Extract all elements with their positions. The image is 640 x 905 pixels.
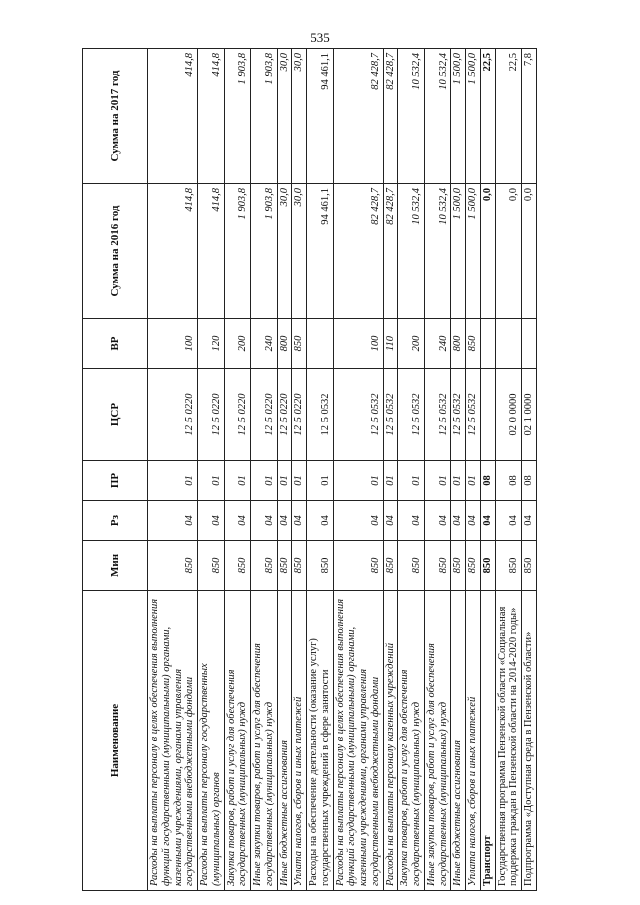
cell-vr: 240 (251, 319, 278, 369)
cell-rz: 04 (292, 501, 307, 541)
cell-min: 850 (424, 541, 451, 591)
cell-pr: 01 (307, 461, 334, 501)
cell-vr: 200 (224, 319, 251, 369)
cell-min: 850 (224, 541, 251, 591)
cell-sum-2016: 1 500,0 (451, 184, 466, 319)
cell-min: 850 (251, 541, 278, 591)
cell-rz: 04 (424, 501, 451, 541)
cell-vr: 120 (198, 319, 225, 369)
cell-sum-2017: 10 532,4 (424, 49, 451, 184)
cell-pr: 01 (424, 461, 451, 501)
cell-sum-2017: 1 500,0 (451, 49, 466, 184)
cell-min: 850 (522, 541, 537, 591)
cell-vr (480, 319, 495, 369)
cell-name: Расходы на обеспечение деятельности (оказание услуг) государственных учреждений в сфере занятости (307, 591, 334, 891)
cell-sum-2016: 10 532,4 (398, 184, 425, 319)
cell-sum-2016: 10 532,4 (424, 184, 451, 319)
table-row (333, 49, 383, 891)
cell-min: 850 (451, 541, 466, 591)
cell-name: Закупка товаров, работ и услуг для обеспечения государственных (муниципальных) нужд (224, 591, 251, 891)
table-header-row (83, 49, 148, 891)
table-row (495, 49, 522, 891)
cell-sum-2017: 414,8 (198, 49, 225, 184)
header-rz: Рз (83, 501, 148, 541)
table-row (148, 49, 198, 891)
header-pr: ПР (83, 461, 148, 501)
cell-name: Уплата налогов, сборов и иных платежей (466, 591, 481, 891)
cell-pr: 01 (277, 461, 292, 501)
cell-csr: 12 5 0532 (383, 369, 398, 461)
cell-rz: 04 (522, 501, 537, 541)
cell-pr: 01 (451, 461, 466, 501)
cell-vr: 110 (383, 319, 398, 369)
cell-csr: 12 5 0532 (451, 369, 466, 461)
cell-vr: 240 (424, 319, 451, 369)
cell-rz: 04 (224, 501, 251, 541)
header-sum-2016: Сумма на 2016 год (83, 184, 148, 319)
cell-vr (307, 319, 334, 369)
cell-vr: 850 (466, 319, 481, 369)
cell-sum-2016: 82 428,7 (333, 184, 383, 319)
cell-name: Иные бюджетные ассигнования (451, 591, 466, 891)
header-vr: ВР (83, 319, 148, 369)
budget-table (82, 48, 537, 891)
table-row (522, 49, 537, 891)
cell-csr: 12 5 0220 (251, 369, 278, 461)
table-row (398, 49, 425, 891)
cell-sum-2017: 30,0 (277, 49, 292, 184)
cell-min: 850 (198, 541, 225, 591)
cell-pr: 01 (398, 461, 425, 501)
cell-name: Расходы на выплаты персоналу в целях обеспечения выполнения функций государственными (муниципальными) органами, казенными учреждениями, органами управления государственными внебюджетными фондами (148, 591, 198, 891)
table-row (383, 49, 398, 891)
table-row (251, 49, 278, 891)
cell-csr: 12 5 0532 (466, 369, 481, 461)
cell-min: 850 (277, 541, 292, 591)
cell-rz: 04 (277, 501, 292, 541)
cell-sum-2017: 94 461,1 (307, 49, 334, 184)
cell-pr: 01 (224, 461, 251, 501)
cell-name: Расходы на выплаты персоналу казенных учреждений (383, 591, 398, 891)
table-row (451, 49, 466, 891)
table-row (307, 49, 334, 891)
cell-rz: 04 (383, 501, 398, 541)
cell-min: 850 (398, 541, 425, 591)
cell-csr: 12 5 0220 (224, 369, 251, 461)
cell-min: 850 (495, 541, 522, 591)
cell-name: Государственная программа Пензенской области «Социальная поддержка граждан в Пензенской области на 2014-2020 годы» (495, 591, 522, 891)
cell-sum-2017: 1 500,0 (466, 49, 481, 184)
cell-csr: 12 5 0532 (333, 369, 383, 461)
cell-pr: 08 (522, 461, 537, 501)
cell-sum-2017: 10 532,4 (398, 49, 425, 184)
header-csr: ЦСР (83, 369, 148, 461)
cell-min: 850 (148, 541, 198, 591)
cell-csr: 12 5 0532 (424, 369, 451, 461)
cell-sum-2017: 7,8 (522, 49, 537, 184)
cell-sum-2016: 414,8 (198, 184, 225, 319)
rotated-table-container (82, 49, 560, 891)
cell-min: 850 (292, 541, 307, 591)
cell-pr: 01 (466, 461, 481, 501)
cell-sum-2017: 30,0 (292, 49, 307, 184)
cell-sum-2017: 1 903,8 (251, 49, 278, 184)
cell-csr: 12 5 0532 (307, 369, 334, 461)
cell-sum-2016: 30,0 (277, 184, 292, 319)
cell-rz: 04 (198, 501, 225, 541)
cell-pr: 08 (495, 461, 522, 501)
cell-min: 850 (383, 541, 398, 591)
cell-vr: 800 (451, 319, 466, 369)
cell-sum-2017: 82 428,7 (383, 49, 398, 184)
cell-pr: 01 (148, 461, 198, 501)
cell-rz: 04 (451, 501, 466, 541)
table-row (292, 49, 307, 891)
cell-csr: 02 1 0000 (522, 369, 537, 461)
cell-min: 850 (466, 541, 481, 591)
cell-rz: 04 (495, 501, 522, 541)
cell-rz: 04 (333, 501, 383, 541)
cell-vr: 850 (292, 319, 307, 369)
cell-sum-2017: 22,5 (480, 49, 495, 184)
cell-min: 850 (333, 541, 383, 591)
cell-sum-2016: 94 461,1 (307, 184, 334, 319)
table-row (198, 49, 225, 891)
cell-pr: 08 (480, 461, 495, 501)
cell-name: Расходы на выплаты персоналу государственных (муниципальных) органов (198, 591, 225, 891)
cell-name: Расходы на выплаты персоналу в целях обеспечения выполнения функций государственными (муниципальными) органами, казенными учреждениями, органами управления государственными внебюджетными фондами (333, 591, 383, 891)
cell-rz: 04 (307, 501, 334, 541)
cell-name: Уплата налогов, сборов и иных платежей (292, 591, 307, 891)
cell-sum-2017: 82 428,7 (333, 49, 383, 184)
cell-rz: 04 (148, 501, 198, 541)
cell-pr: 01 (198, 461, 225, 501)
cell-vr: 100 (148, 319, 198, 369)
cell-sum-2016: 0,0 (522, 184, 537, 319)
cell-vr: 100 (333, 319, 383, 369)
cell-pr: 01 (251, 461, 278, 501)
cell-vr (495, 319, 522, 369)
cell-sum-2017: 22,5 (495, 49, 522, 184)
cell-rz: 04 (466, 501, 481, 541)
cell-vr: 200 (398, 319, 425, 369)
table-row (277, 49, 292, 891)
cell-sum-2017: 414,8 (148, 49, 198, 184)
cell-name: Транспорт (480, 591, 495, 891)
cell-csr: 12 5 0220 (198, 369, 225, 461)
cell-rz: 04 (398, 501, 425, 541)
cell-sum-2016: 1 903,8 (251, 184, 278, 319)
cell-sum-2016: 82 428,7 (383, 184, 398, 319)
cell-csr: 12 5 0220 (277, 369, 292, 461)
cell-csr: 12 5 0220 (148, 369, 198, 461)
table-row (466, 49, 481, 891)
cell-csr: 02 0 0000 (495, 369, 522, 461)
cell-name: Подпрограмма «Доступная среда в Пензенской области» (522, 591, 537, 891)
cell-csr: 12 5 0532 (398, 369, 425, 461)
cell-sum-2016: 414,8 (148, 184, 198, 319)
cell-sum-2016: 0,0 (480, 184, 495, 319)
cell-sum-2017: 1 903,8 (224, 49, 251, 184)
cell-sum-2016: 1 500,0 (466, 184, 481, 319)
cell-name: Иные закупки товаров, работ и услуг для обеспечения государственных (муниципальных) нужд (424, 591, 451, 891)
cell-sum-2016: 1 903,8 (224, 184, 251, 319)
header-name: Наименование (83, 591, 148, 891)
cell-min: 850 (480, 541, 495, 591)
table-row (424, 49, 451, 891)
table-body (148, 49, 537, 891)
cell-vr: 800 (277, 319, 292, 369)
header-sum-2017: Сумма на 2017 год (83, 49, 148, 184)
cell-sum-2016: 0,0 (495, 184, 522, 319)
page-number: 535 (310, 30, 330, 45)
cell-vr (522, 319, 537, 369)
cell-name: Закупка товаров, работ и услуг для обеспечения государственных (муниципальных) нужд (398, 591, 425, 891)
cell-name: Иные бюджетные ассигнования (277, 591, 292, 891)
cell-min: 850 (307, 541, 334, 591)
cell-rz: 04 (480, 501, 495, 541)
cell-csr (480, 369, 495, 461)
cell-sum-2016: 30,0 (292, 184, 307, 319)
header-min: Мин (83, 541, 148, 591)
cell-pr: 01 (292, 461, 307, 501)
cell-csr: 12 5 0220 (292, 369, 307, 461)
cell-pr: 01 (383, 461, 398, 501)
table-row (480, 49, 495, 891)
cell-pr: 01 (333, 461, 383, 501)
cell-name: Иные закупки товаров, работ и услуг для обеспечения государственных (муниципальных) нужд (251, 591, 278, 891)
table-row (224, 49, 251, 891)
cell-rz: 04 (251, 501, 278, 541)
